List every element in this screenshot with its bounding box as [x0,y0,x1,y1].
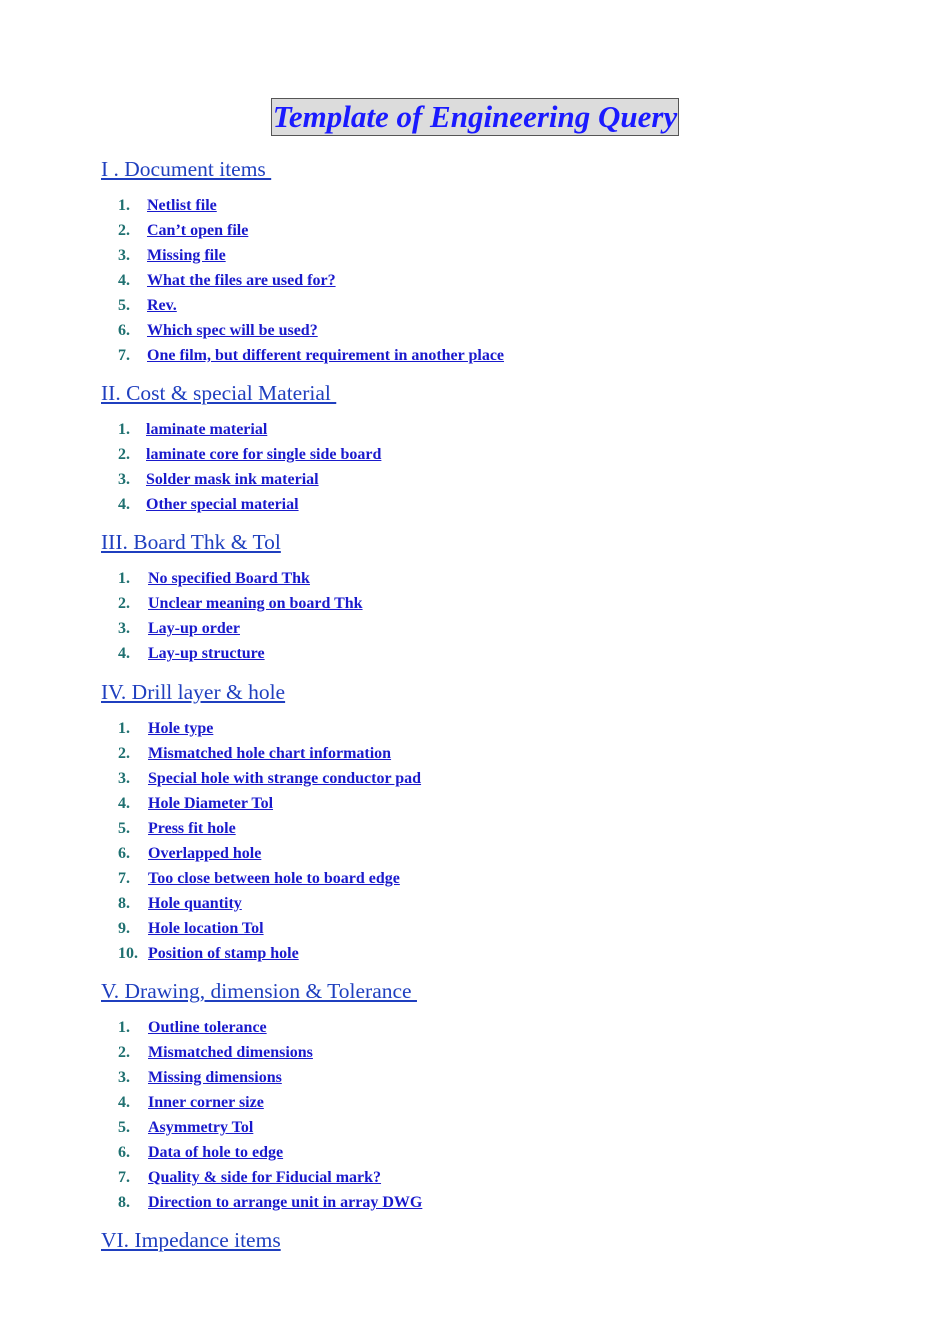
item-link[interactable]: laminate material [146,421,268,438]
item-link[interactable]: Unclear meaning on board Thk [148,595,363,612]
item-link[interactable]: laminate core for single side board [146,446,382,463]
section-heading-board-thk-tol[interactable]: III. Board Thk & Tol [101,530,281,554]
item-number: 4. [118,272,130,289]
item-link[interactable]: Press fit hole [148,820,236,837]
item-link[interactable]: Netlist file [147,197,217,214]
item-number: 1. [118,570,130,587]
item-number: 3. [118,471,130,488]
item-number: 7. [118,347,130,364]
item-number: 8. [118,1194,130,1211]
item-link[interactable]: Lay-up structure [148,645,265,662]
item-number: 3. [118,620,130,637]
item-number: 2. [118,446,130,463]
item-link[interactable]: What the files are used for? [147,272,336,289]
item-number: 4. [118,1094,130,1111]
section-heading-drawing-dimension-tolerance[interactable]: V. Drawing, dimension & Tolerance [101,979,417,1003]
section-heading-drill-layer-hole[interactable]: IV. Drill layer & hole [101,680,286,704]
item-number: 4. [118,795,130,812]
item-number: 8. [118,895,130,912]
item-number: 1. [118,720,130,737]
item-number: 6. [118,845,130,862]
item-number: 10. [118,945,138,962]
item-number: 6. [118,322,130,339]
item-number: 1. [118,421,130,438]
item-link[interactable]: One film, but different requirement in another place [147,347,505,364]
item-link[interactable]: Solder mask ink material [146,471,319,488]
title-wrapper [0,98,950,136]
item-link[interactable]: Which spec will be used? [147,322,318,339]
item-number: 3. [118,770,130,787]
item-link[interactable]: Hole location Tol [148,920,264,937]
item-link[interactable]: Hole Diameter Tol [148,795,274,812]
item-number: 9. [118,920,130,937]
item-link[interactable]: Asymmetry Tol [148,1119,254,1136]
item-number: 6. [118,1144,130,1161]
item-link[interactable]: Other special material [146,496,299,513]
section-heading-document-items[interactable]: I . Document items [101,157,272,181]
item-link[interactable]: Outline tolerance [148,1019,267,1036]
item-link[interactable]: Missing dimensions [148,1069,282,1086]
item-number: 3. [118,1069,130,1086]
item-number: 5. [118,1119,130,1136]
item-link[interactable]: Rev. [147,297,177,314]
page-title: Template of Engineering Query [272,99,678,134]
section-heading-impedance-items[interactable]: VI. Impedance items [101,1228,281,1252]
item-link[interactable]: Direction to arrange unit in array DWG [148,1194,423,1211]
item-link[interactable]: Data of hole to edge [148,1144,284,1161]
item-number: 5. [118,820,130,837]
item-number: 2. [118,1044,130,1061]
item-link[interactable]: No specified Board Thk [148,570,310,587]
item-number: 7. [118,870,130,887]
item-link[interactable]: Overlapped hole [148,845,262,862]
item-number: 1. [118,197,130,214]
item-link[interactable]: Hole quantity [148,895,242,912]
item-number: 2. [118,745,130,762]
item-link[interactable]: Special hole with strange conductor pad [148,770,422,787]
item-link[interactable]: Mismatched dimensions [148,1044,313,1061]
item-link[interactable]: Position of stamp hole [148,945,299,962]
item-link[interactable]: Can’t open file [147,222,249,239]
item-number: 7. [118,1169,130,1186]
item-number: 1. [118,1019,130,1036]
item-link[interactable]: Too close between hole to board edge [148,870,400,887]
item-link[interactable]: Quality & side for Fiducial mark? [148,1169,382,1186]
item-number: 5. [118,297,130,314]
item-number: 4. [118,645,130,662]
item-link[interactable]: Missing file [147,247,226,264]
item-link[interactable]: Hole type [148,720,214,737]
item-number: 2. [118,222,130,239]
section-heading-cost-special-material[interactable]: II. Cost & special Material [101,381,337,405]
item-number: 2. [118,595,130,612]
item-link[interactable]: Lay-up order [148,620,240,637]
item-number: 3. [118,247,130,264]
item-link[interactable]: Inner corner size [148,1094,264,1111]
item-link[interactable]: Mismatched hole chart information [148,745,392,762]
item-number: 4. [118,496,130,513]
